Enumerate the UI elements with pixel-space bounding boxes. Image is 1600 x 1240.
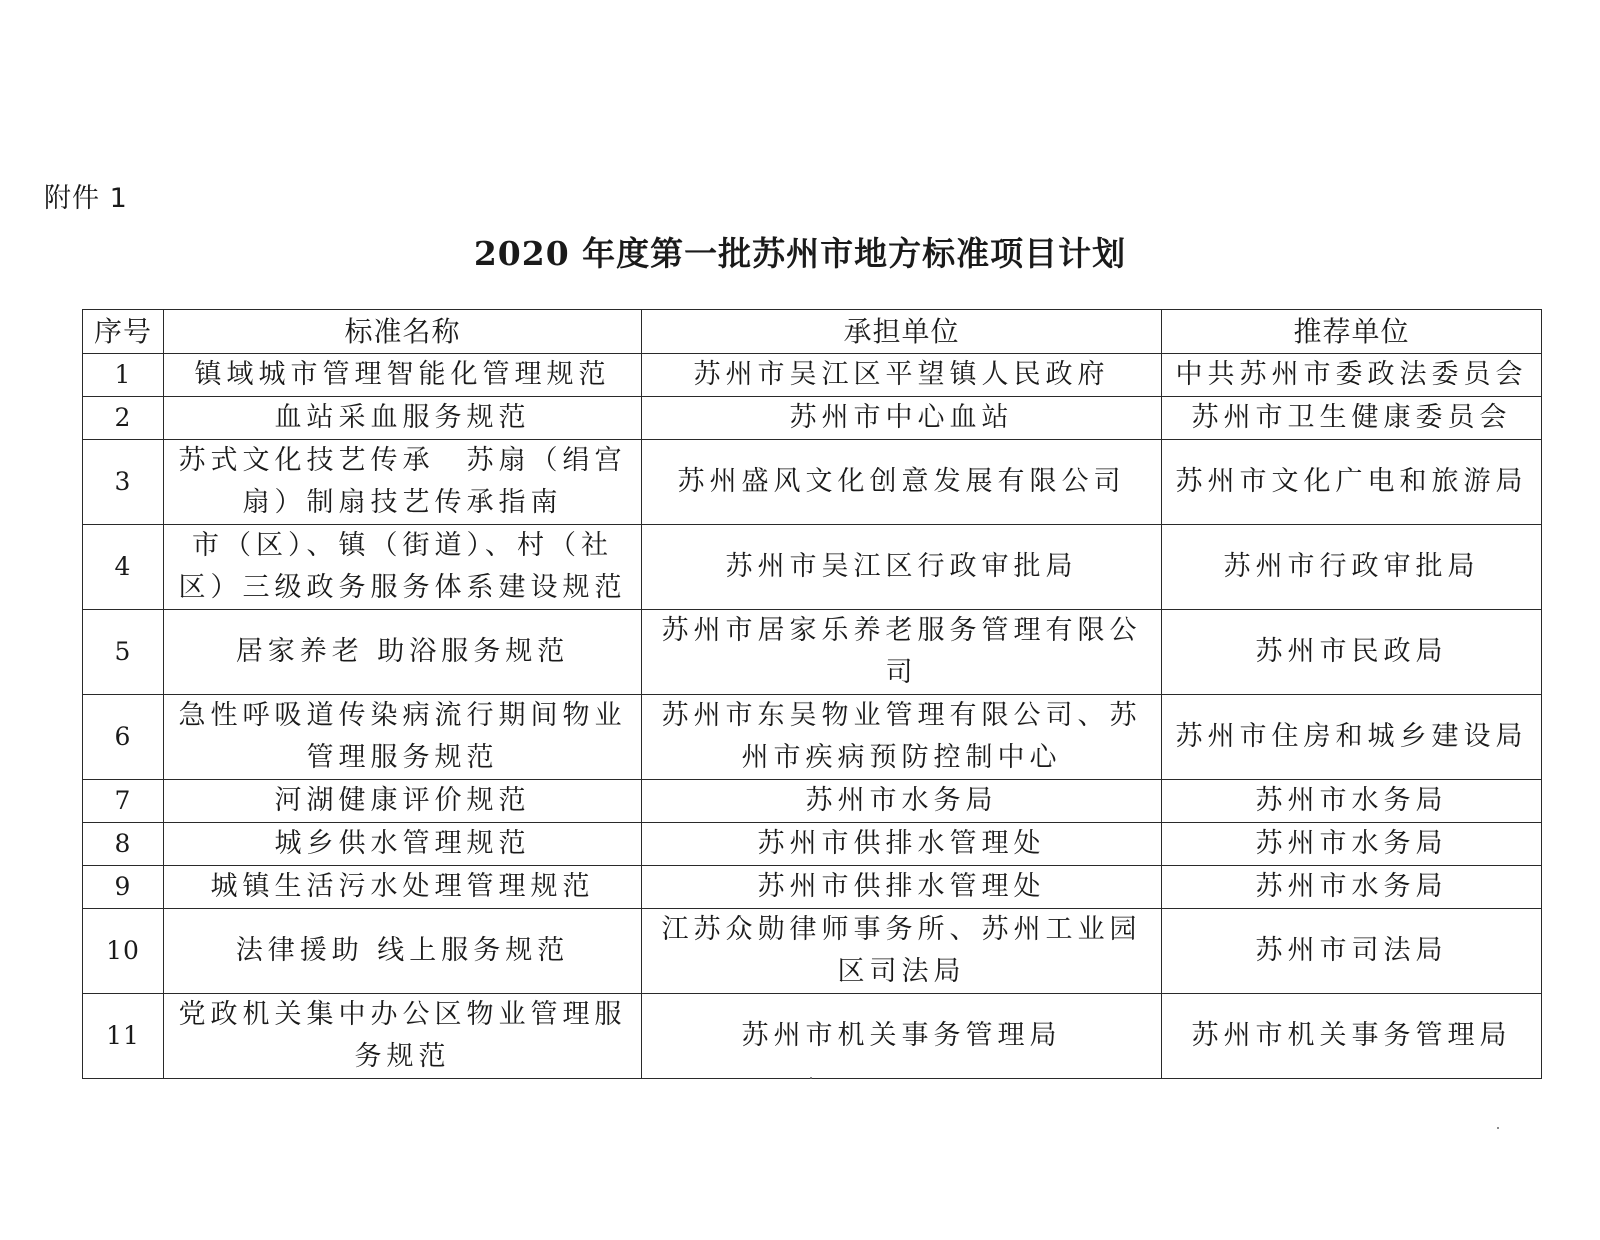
row-standard-name: 市（区）、镇（街道）、村（社区）三级政务服务体系建设规范: [164, 525, 642, 610]
attachment-label: 附件 1: [44, 183, 128, 214]
scan-speck: [810, 1077, 812, 1079]
row-undertaking-unit: 苏州市供排水管理处: [642, 823, 1162, 866]
table-row: [83, 440, 1542, 525]
row-recommending-unit: 苏州市水务局: [1162, 823, 1542, 866]
row-standard-name: 河湖健康评价规范: [164, 780, 642, 823]
row-recommending-unit: 苏州市民政局: [1162, 610, 1542, 695]
row-standard-name: 城镇生活污水处理管理规范: [164, 866, 642, 909]
row-undertaking-unit: 苏州盛风文化创意发展有限公司: [642, 440, 1162, 525]
row-undertaking-unit: 苏州市机关事务管理局: [642, 994, 1162, 1079]
table-row: [83, 397, 1542, 440]
row-recommending-unit: 苏州市水务局: [1162, 866, 1542, 909]
row-seq: 2: [83, 397, 164, 440]
scan-speck: [1497, 1127, 1499, 1129]
row-standard-name: 血站采血服务规范: [164, 397, 642, 440]
row-standard-name: 城乡供水管理规范: [164, 823, 642, 866]
row-seq: 6: [83, 695, 164, 780]
table-row: [83, 610, 1542, 695]
row-seq: 3: [83, 440, 164, 525]
row-standard-name: 苏式文化技艺传承 苏扇（绢宫扇）制扇技艺传承指南: [164, 440, 642, 525]
row-undertaking-unit: 江苏众勋律师事务所、苏州工业园区司法局: [642, 909, 1162, 994]
row-seq: 4: [83, 525, 164, 610]
row-recommending-unit: 苏州市住房和城乡建设局: [1162, 695, 1542, 780]
row-recommending-unit: 苏州市司法局: [1162, 909, 1542, 994]
row-undertaking-unit: 苏州市水务局: [642, 780, 1162, 823]
row-standard-name: 镇域城市管理智能化管理规范: [164, 354, 642, 397]
header-undertaking-unit: 承担单位: [642, 310, 1162, 354]
row-recommending-unit: 苏州市水务局: [1162, 780, 1542, 823]
row-recommending-unit: 苏州市卫生健康委员会: [1162, 397, 1542, 440]
table-row: [83, 695, 1542, 780]
row-recommending-unit: 苏州市行政审批局: [1162, 525, 1542, 610]
table-row: [83, 780, 1542, 823]
row-recommending-unit: 中共苏州市委政法委员会: [1162, 354, 1542, 397]
table-header-row: [83, 310, 1542, 354]
header-standard-name: 标准名称: [164, 310, 642, 354]
row-undertaking-unit: 苏州市中心血站: [642, 397, 1162, 440]
row-seq: 8: [83, 823, 164, 866]
table-row: [83, 823, 1542, 866]
table-row: [83, 354, 1542, 397]
table-row: [83, 994, 1542, 1079]
row-undertaking-unit: 苏州市居家乐养老服务管理有限公司: [642, 610, 1162, 695]
table-row: [83, 525, 1542, 610]
header-seq: 序号: [83, 310, 164, 354]
row-seq: 5: [83, 610, 164, 695]
row-undertaking-unit: 苏州市供排水管理处: [642, 866, 1162, 909]
row-recommending-unit: 苏州市文化广电和旅游局: [1162, 440, 1542, 525]
row-undertaking-unit: 苏州市吴江区行政审批局: [642, 525, 1162, 610]
row-seq: 9: [83, 866, 164, 909]
row-seq: 1: [83, 354, 164, 397]
row-seq: 7: [83, 780, 164, 823]
row-standard-name: 党政机关集中办公区物业管理服务规范: [164, 994, 642, 1079]
row-undertaking-unit: 苏州市东吴物业管理有限公司、苏州市疾病预防控制中心: [642, 695, 1162, 780]
row-standard-name: 急性呼吸道传染病流行期间物业管理服务规范: [164, 695, 642, 780]
table-row: [83, 909, 1542, 994]
row-undertaking-unit: 苏州市吴江区平望镇人民政府: [642, 354, 1162, 397]
row-seq: 11: [83, 994, 164, 1079]
row-recommending-unit: 苏州市机关事务管理局: [1162, 994, 1542, 1079]
row-standard-name: 居家养老 助浴服务规范: [164, 610, 642, 695]
standards-plan-table: [82, 309, 1542, 1079]
document-title: 2020 年度第一批苏州市地方标准项目计划: [473, 234, 1127, 273]
table-row: [83, 866, 1542, 909]
row-standard-name: 法律援助 线上服务规范: [164, 909, 642, 994]
row-seq: 10: [83, 909, 164, 994]
header-recommending-unit: 推荐单位: [1162, 310, 1542, 354]
